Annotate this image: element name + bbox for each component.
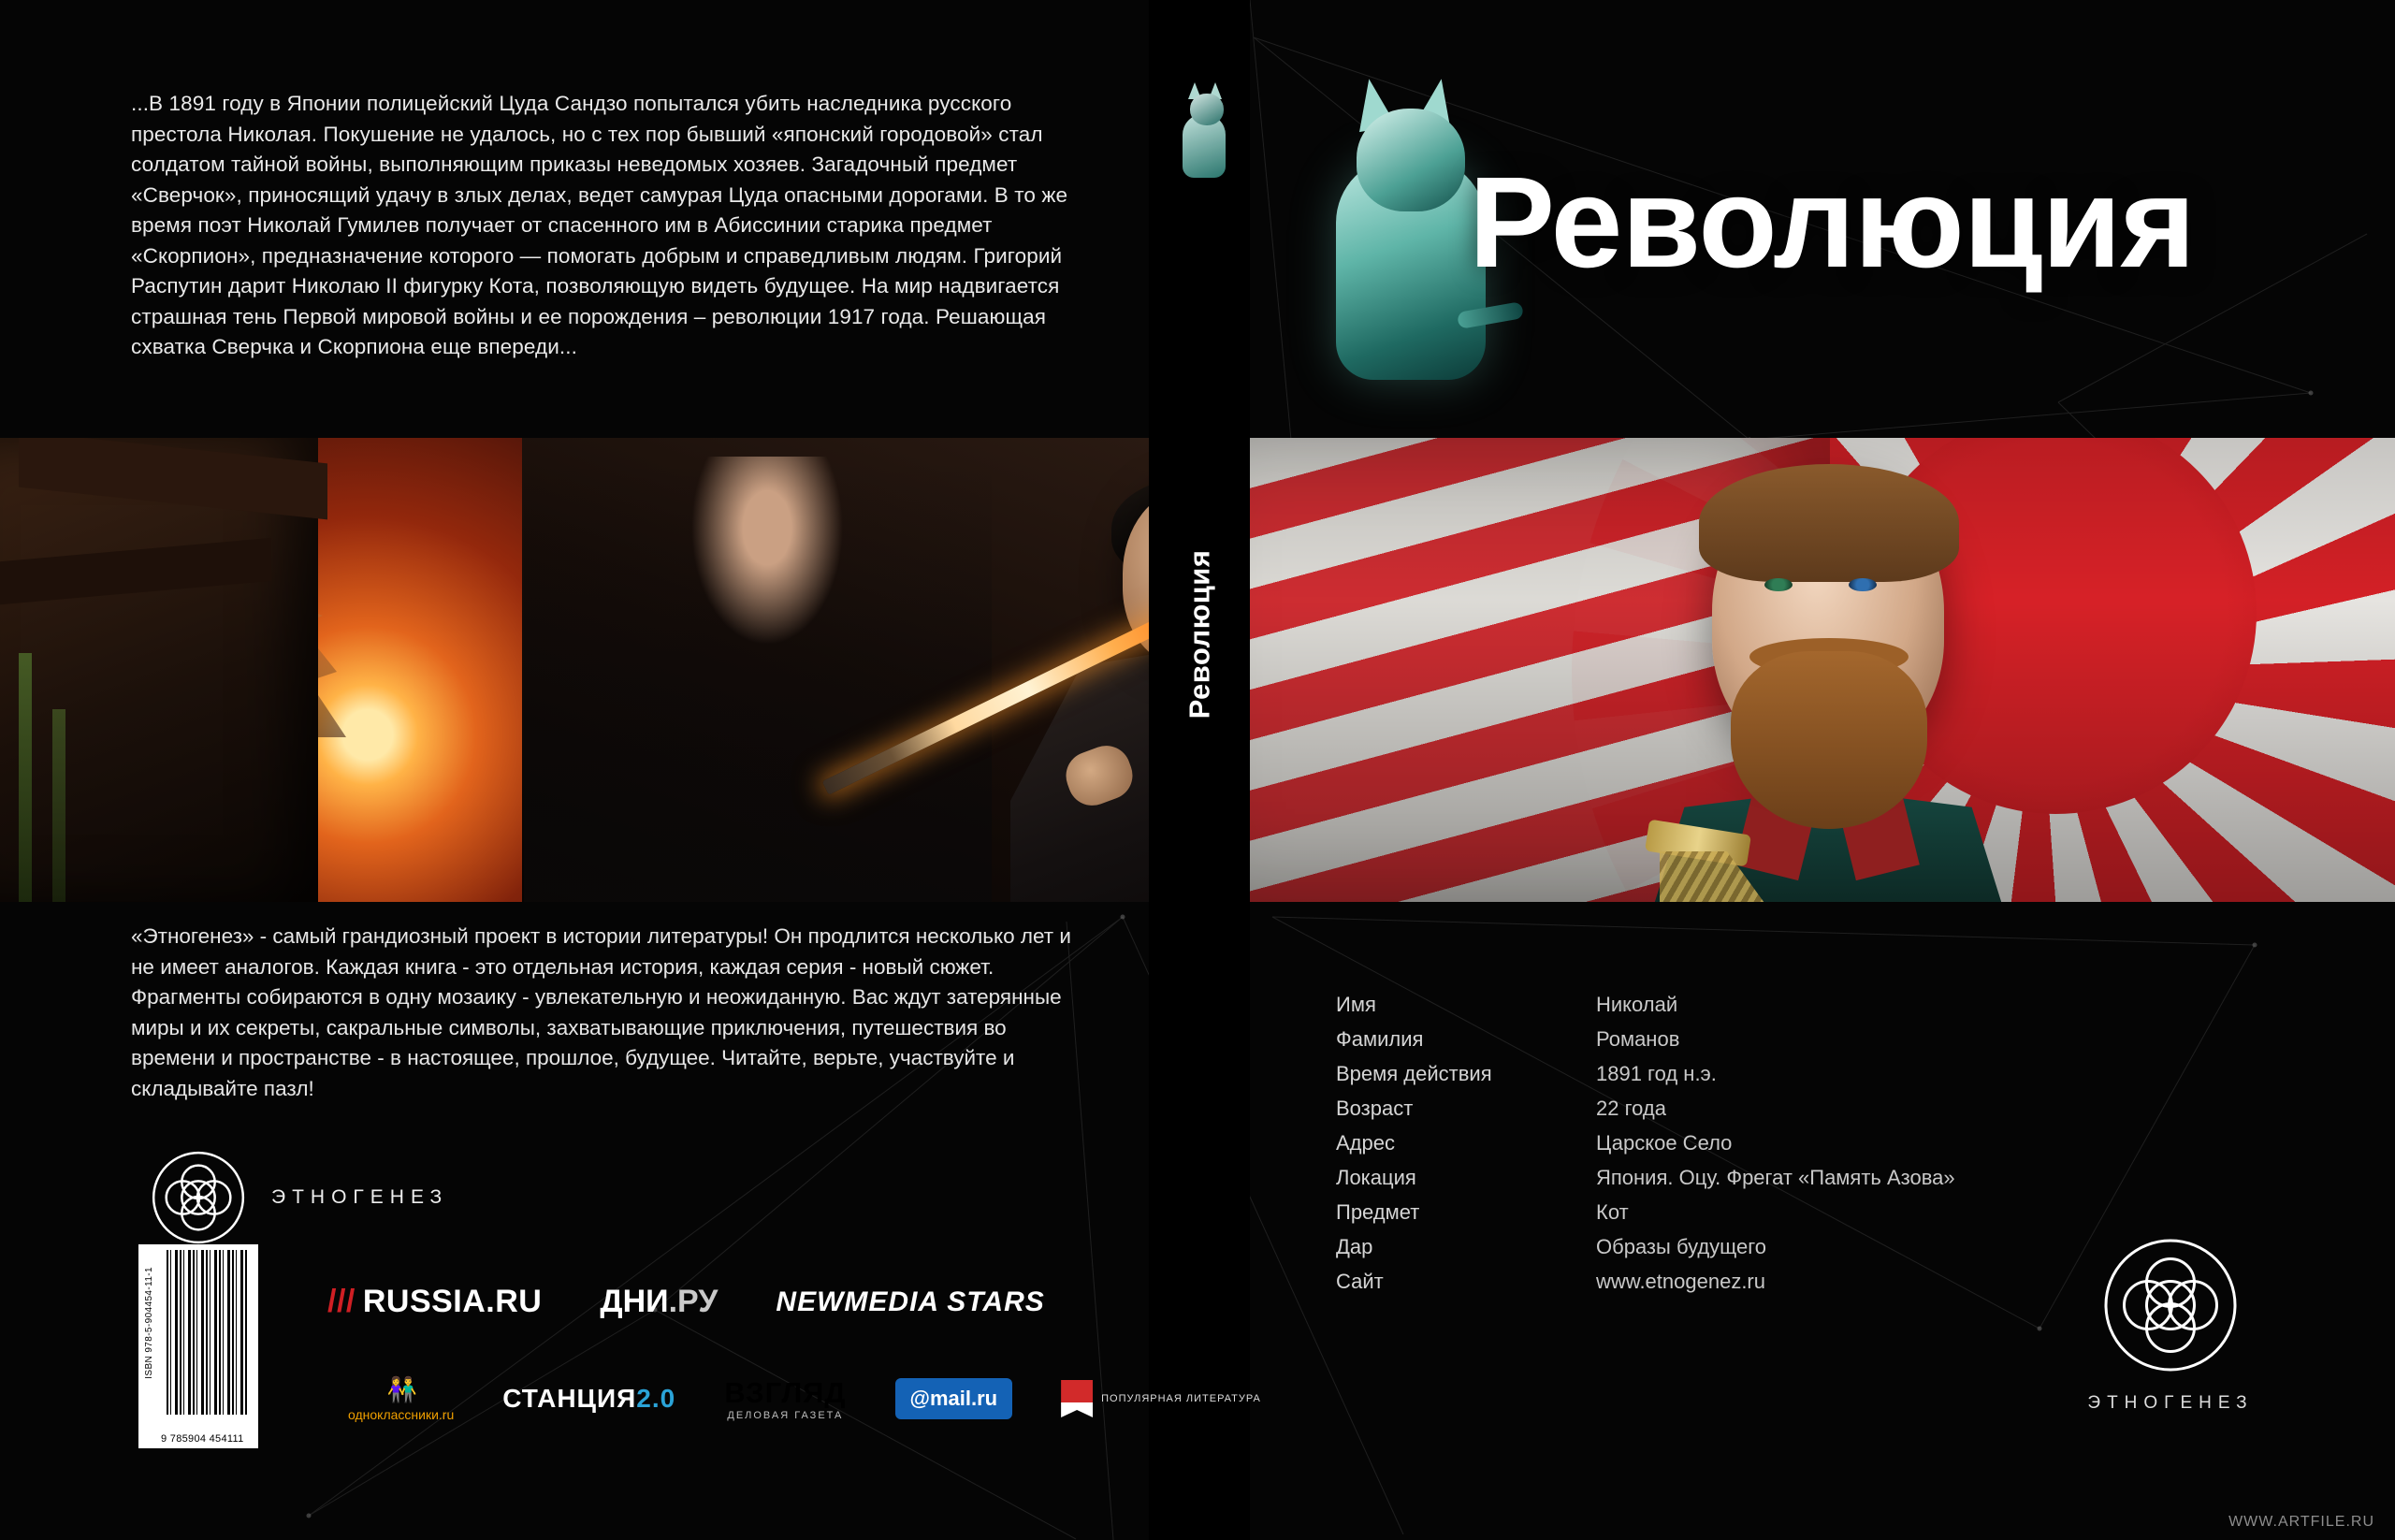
logo-russia-ru[interactable] bbox=[327, 1284, 542, 1320]
logo-odnoklassniki[interactable] bbox=[348, 1375, 454, 1422]
logo-popular-literature[interactable] bbox=[1061, 1380, 1261, 1417]
small-cat-icon bbox=[1169, 82, 1239, 180]
people-icon: 👫 bbox=[386, 1375, 415, 1403]
cat-head bbox=[1357, 109, 1465, 211]
etnogenez-mark-icon bbox=[150, 1149, 247, 1246]
japanese-building-left bbox=[0, 438, 318, 902]
logo-dni-ru[interactable] bbox=[600, 1284, 718, 1320]
slashes-icon: /// bbox=[327, 1284, 356, 1319]
etnogenez-mark-icon bbox=[2100, 1235, 2241, 1375]
logo-stanciya-label: СТАНЦИЯ bbox=[502, 1384, 637, 1413]
bamboo-stalk bbox=[19, 653, 32, 902]
table-row bbox=[1336, 1195, 2178, 1229]
spec-key: Сайт bbox=[1336, 1270, 1384, 1293]
barcode-bars bbox=[167, 1250, 247, 1415]
samurai-figure bbox=[524, 457, 992, 902]
logo-newmedia-stars[interactable]: NEWMEDIA STARS bbox=[776, 1286, 1045, 1317]
logo-dni-label: ДНИ bbox=[600, 1284, 669, 1319]
roof-lower bbox=[0, 538, 271, 605]
tsar-nicholas-portrait bbox=[1641, 455, 2015, 902]
front-cover-illustration bbox=[1250, 438, 2395, 902]
spec-value: Кот bbox=[1596, 1200, 1629, 1224]
eye-blue bbox=[1849, 578, 1877, 591]
table-row bbox=[1336, 1126, 2178, 1160]
logo-vzglyad-title: ВЗГЛЯД bbox=[724, 1376, 847, 1409]
table-row bbox=[1336, 1056, 2178, 1091]
bookmark-flag-icon bbox=[1061, 1380, 1093, 1417]
table-row bbox=[1336, 987, 2178, 1022]
spec-value: Царское Село bbox=[1596, 1131, 1733, 1155]
spec-key: Имя bbox=[1336, 993, 1376, 1016]
table-row bbox=[1336, 1091, 2178, 1126]
table-row bbox=[1336, 1229, 2178, 1264]
logo-popular-literature-label: ПОПУЛЯРНАЯ ЛИТЕРАТУРА bbox=[1101, 1393, 1261, 1404]
back-cover-illustration bbox=[0, 438, 1149, 902]
spec-key: Дар bbox=[1336, 1235, 1373, 1258]
table-row bbox=[1336, 1160, 2178, 1195]
site-watermark: WWW.ARTFILE.RU bbox=[2228, 1514, 2374, 1530]
roof-upper bbox=[19, 438, 327, 519]
spec-key: Фамилия bbox=[1336, 1027, 1424, 1051]
book-title: Революция bbox=[1469, 151, 2195, 295]
logo-stanciya[interactable] bbox=[502, 1384, 675, 1414]
logo-russia-label: RUSSIA.RU bbox=[362, 1284, 543, 1319]
etnogenez-logo-front bbox=[2086, 1235, 2255, 1414]
partner-logos-row-1 bbox=[327, 1284, 1045, 1320]
spec-key: Возраст bbox=[1336, 1097, 1414, 1120]
logo-odnoklassniki-label: одноклассники.ru bbox=[348, 1407, 455, 1422]
logo-stanciya-number: 2.0 bbox=[636, 1384, 676, 1413]
spec-key: Адрес bbox=[1336, 1131, 1395, 1155]
logo-vzglyad-subtitle: ДЕЛОВАЯ ГАЗЕТА bbox=[727, 1410, 844, 1421]
beard bbox=[1731, 651, 1927, 829]
back-cover-synopsis: ...В 1891 году в Японии полицейский Цуда Сандзо попытался убить наследника русского престола Николая. Покушение не удалось, но с тех пор бывший «японский городовой» стал солдатом тайной войны, выполняющим приказы неведомых хозяев. Загадочный предмет «Сверчок», приносящий удачу в злых делах, ведет самурая Цуда опасными дорогами. В то же время поэт Николай Гумилев получает от спасенного им в Абиссинии старика предмет «Скорпион», предназначение которого — помогать добрым и справедливым людям. Григорий Распутин дарит Николаю II фигурку Кота, позволяющую видеть будущее. На мир надвигается страшная тень Первой мировой войны и ее порождения – революции 1917 года. Решающая схватка Сверчка и Скорпиона еще впереди... bbox=[131, 92, 1068, 358]
spine-title-text: Революция bbox=[1183, 549, 1216, 719]
etnogenez-caption: ЭТНОГЕНЕЗ bbox=[2087, 1393, 2254, 1413]
spec-value: Япония. Оцу. Фрегат «Память Азова» bbox=[1596, 1166, 1955, 1189]
project-description: «Этногенез» - самый грандиозный проект в истории литературы! Он продлится несколько лет и не имеет аналогов. Каждая книга - это отдельная история, каждая серия - новый сюжет. Фрагменты собираются в одну мозаику - увлекательную и неожиданную. Вас ждут затерянные миры и их секреты, сакральные символы, захватывающие приключения, путешествия во времени и пространстве - в настоящее, прошлое, будущее. Читайте, верьте, участвуйте и складывайте пазл! bbox=[131, 924, 1071, 1100]
spec-key: Локация bbox=[1336, 1166, 1416, 1189]
table-row bbox=[1336, 1022, 2178, 1056]
partner-logos-row-2 bbox=[348, 1375, 1261, 1422]
spec-key: Время действия bbox=[1336, 1062, 1492, 1085]
etnogenez-logo-back bbox=[150, 1149, 448, 1246]
spine-title bbox=[1149, 438, 1250, 831]
character-spec-table bbox=[1336, 987, 2178, 1299]
bamboo-stalk bbox=[52, 709, 65, 902]
spec-value[interactable]: www.etnogenez.ru bbox=[1596, 1270, 1765, 1293]
isbn-number: 9 785904 454111 bbox=[161, 1433, 244, 1445]
logo-dni-suffix: .РУ bbox=[668, 1284, 718, 1319]
etnogenez-caption: ЭТНОГЕНЕЗ bbox=[271, 1186, 449, 1208]
tsar-hair bbox=[1699, 464, 1959, 582]
spec-value: Николай bbox=[1596, 993, 1678, 1016]
logo-mail-ru[interactable]: @mail.ru bbox=[895, 1378, 1013, 1419]
table-row bbox=[1336, 1264, 2178, 1299]
spec-key: Предмет bbox=[1336, 1200, 1420, 1224]
eye-green bbox=[1764, 578, 1793, 591]
spec-value: Романов bbox=[1596, 1027, 1680, 1051]
spec-value: 1891 год н.э. bbox=[1596, 1062, 1717, 1085]
spec-value: Образы будущего bbox=[1596, 1235, 1767, 1258]
logo-vzglyad[interactable] bbox=[724, 1376, 846, 1421]
spec-value: 22 года bbox=[1596, 1097, 1666, 1120]
isbn-text-vertical: ISBN 978-5-904454-11-1 bbox=[144, 1267, 154, 1379]
isbn-barcode bbox=[138, 1244, 258, 1448]
